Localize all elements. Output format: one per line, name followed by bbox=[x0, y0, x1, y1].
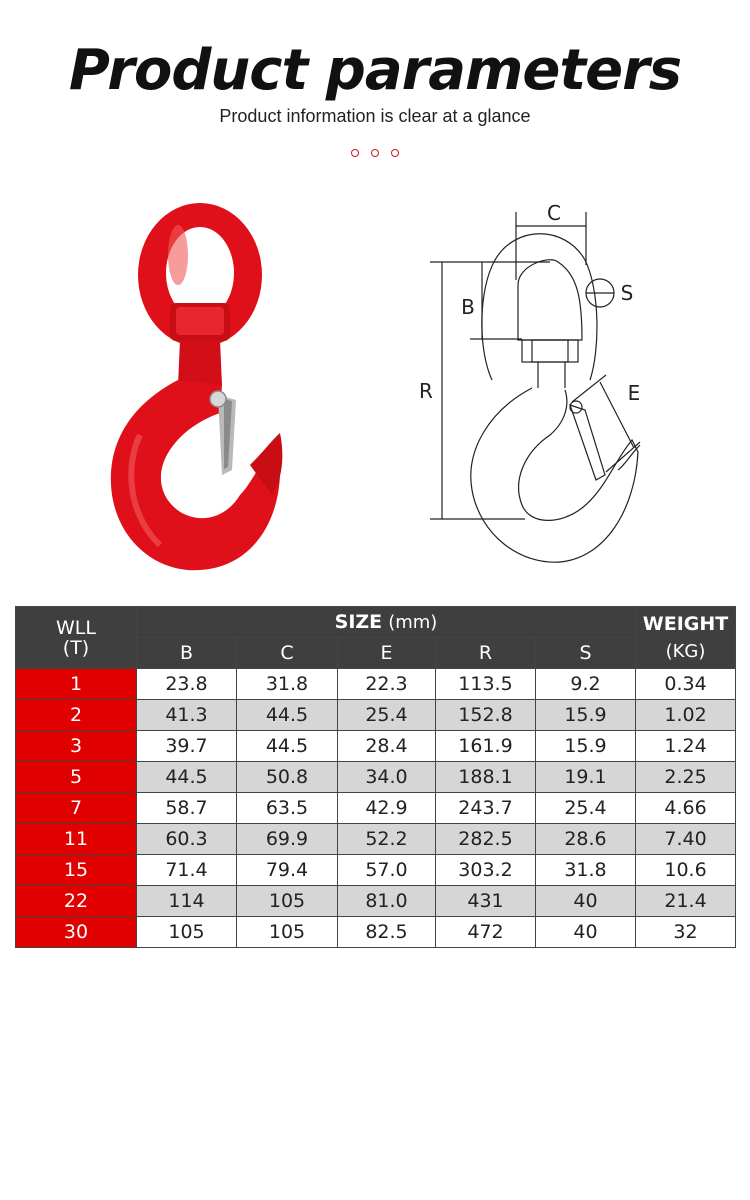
wll-cell: 30 bbox=[16, 917, 137, 948]
value-cell: 188.1 bbox=[436, 762, 536, 793]
table-row bbox=[16, 886, 736, 917]
spec-table bbox=[15, 606, 736, 948]
table-row bbox=[16, 700, 736, 731]
value-cell: 15.9 bbox=[536, 731, 636, 762]
value-cell: 113.5 bbox=[436, 669, 536, 700]
value-cell: 44.5 bbox=[237, 731, 338, 762]
value-cell: 10.6 bbox=[636, 855, 736, 886]
value-cell: 25.4 bbox=[338, 700, 436, 731]
value-cell: 22.3 bbox=[338, 669, 436, 700]
value-cell: 57.0 bbox=[338, 855, 436, 886]
value-cell: 31.8 bbox=[237, 669, 338, 700]
value-cell: 19.1 bbox=[536, 762, 636, 793]
dim-label-c: C bbox=[547, 201, 561, 225]
dot-icon bbox=[391, 149, 399, 157]
dot-icon bbox=[351, 149, 359, 157]
table-row bbox=[16, 731, 736, 762]
value-cell: 50.8 bbox=[237, 762, 338, 793]
table-row bbox=[16, 669, 736, 700]
size-column-header: B bbox=[137, 638, 237, 669]
value-cell: 39.7 bbox=[137, 731, 237, 762]
wll-cell: 11 bbox=[16, 824, 137, 855]
value-cell: 105 bbox=[237, 917, 338, 948]
wll-cell: 7 bbox=[16, 793, 137, 824]
decorative-dots bbox=[0, 149, 750, 157]
value-cell: 303.2 bbox=[436, 855, 536, 886]
value-cell: 34.0 bbox=[338, 762, 436, 793]
value-cell: 9.2 bbox=[536, 669, 636, 700]
value-cell: 81.0 bbox=[338, 886, 436, 917]
value-cell: 63.5 bbox=[237, 793, 338, 824]
wll-cell: 22 bbox=[16, 886, 137, 917]
value-cell: 1.24 bbox=[636, 731, 736, 762]
wll-cell: 1 bbox=[16, 669, 137, 700]
value-cell: 282.5 bbox=[436, 824, 536, 855]
value-cell: 21.4 bbox=[636, 886, 736, 917]
value-cell: 41.3 bbox=[137, 700, 237, 731]
swivel-hook-photo bbox=[100, 195, 300, 580]
dim-label-s: S bbox=[620, 281, 634, 305]
value-cell: 1.02 bbox=[636, 700, 736, 731]
table-row bbox=[16, 824, 736, 855]
value-cell: 42.9 bbox=[338, 793, 436, 824]
value-cell: 114 bbox=[137, 886, 237, 917]
dim-label-b: B bbox=[461, 295, 475, 319]
table-row bbox=[16, 762, 736, 793]
value-cell: 40 bbox=[536, 886, 636, 917]
weight-header bbox=[636, 607, 736, 669]
value-cell: 82.5 bbox=[338, 917, 436, 948]
table-row bbox=[16, 793, 736, 824]
table-row bbox=[16, 917, 736, 948]
value-cell: 58.7 bbox=[137, 793, 237, 824]
wll-header-unit: (T) bbox=[62, 636, 90, 659]
dim-label-e: E bbox=[627, 381, 641, 405]
swivel-hook-diagram bbox=[400, 190, 680, 575]
wll-cell: 5 bbox=[16, 762, 137, 793]
value-cell: 52.2 bbox=[338, 824, 436, 855]
value-cell: 431 bbox=[436, 886, 536, 917]
table-row bbox=[16, 855, 736, 886]
value-cell: 23.8 bbox=[137, 669, 237, 700]
weight-header-unit: (KG) bbox=[665, 640, 706, 662]
value-cell: 28.4 bbox=[338, 731, 436, 762]
value-cell: 69.9 bbox=[237, 824, 338, 855]
size-column-header: R bbox=[436, 638, 536, 669]
value-cell: 472 bbox=[436, 917, 536, 948]
value-cell: 161.9 bbox=[436, 731, 536, 762]
size-column-header: E bbox=[338, 638, 436, 669]
wll-header bbox=[16, 607, 137, 669]
value-cell: 44.5 bbox=[137, 762, 237, 793]
value-cell: 105 bbox=[137, 917, 237, 948]
value-cell: 79.4 bbox=[237, 855, 338, 886]
value-cell: 60.3 bbox=[137, 824, 237, 855]
page-title: Product parameters bbox=[68, 38, 682, 103]
value-cell: 152.8 bbox=[436, 700, 536, 731]
value-cell: 0.34 bbox=[636, 669, 736, 700]
wll-header-label: WLL bbox=[56, 616, 96, 639]
size-header bbox=[137, 607, 636, 638]
value-cell: 2.25 bbox=[636, 762, 736, 793]
value-cell: 7.40 bbox=[636, 824, 736, 855]
value-cell: 31.8 bbox=[536, 855, 636, 886]
value-cell: 44.5 bbox=[237, 700, 338, 731]
value-cell: 15.9 bbox=[536, 700, 636, 731]
weight-header-label: WEIGHT bbox=[642, 612, 729, 635]
size-column-header: S bbox=[536, 638, 636, 669]
page-subtitle: Product information is clear at a glance bbox=[219, 106, 531, 126]
value-cell: 25.4 bbox=[536, 793, 636, 824]
size-header-label: SIZE bbox=[334, 611, 383, 633]
size-header-unit: (mm) bbox=[388, 612, 438, 633]
wll-cell: 3 bbox=[16, 731, 137, 762]
dim-label-r: R bbox=[419, 379, 433, 403]
value-cell: 243.7 bbox=[436, 793, 536, 824]
value-cell: 28.6 bbox=[536, 824, 636, 855]
wll-cell: 2 bbox=[16, 700, 137, 731]
dot-icon bbox=[371, 149, 379, 157]
wll-cell: 15 bbox=[16, 855, 137, 886]
size-column-header: C bbox=[237, 638, 338, 669]
value-cell: 40 bbox=[536, 917, 636, 948]
value-cell: 105 bbox=[237, 886, 338, 917]
value-cell: 4.66 bbox=[636, 793, 736, 824]
value-cell: 32 bbox=[636, 917, 736, 948]
value-cell: 71.4 bbox=[137, 855, 237, 886]
